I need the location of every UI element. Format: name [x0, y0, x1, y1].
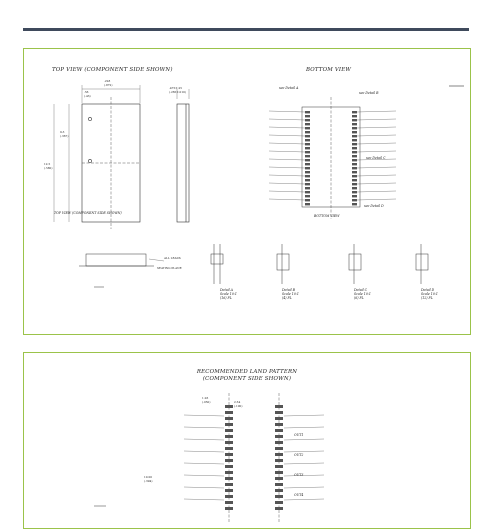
pin-right — [352, 167, 357, 169]
seating-plane-label: SEATING PLANE — [157, 266, 182, 270]
lp-leader-left — [184, 439, 224, 440]
lp-leader-left — [184, 499, 224, 500]
seating-plane-view — [79, 254, 164, 266]
land-pad-right — [275, 423, 283, 426]
lp-leader-left — [184, 487, 224, 488]
land-pad-left — [225, 489, 233, 492]
lp-dim-1-in: (.050) — [202, 400, 211, 404]
land-pad-left — [225, 447, 233, 450]
mechanical-drawing — [24, 49, 470, 334]
pin-right — [352, 191, 357, 193]
pin-right — [352, 135, 357, 137]
land-pad-right — [275, 477, 283, 480]
detail-c-scale: Scale 10:1 — [354, 292, 371, 296]
leader-right — [357, 151, 396, 152]
lp-dim-2-in: (.100) — [234, 404, 243, 408]
pin-left — [305, 127, 310, 129]
detail-a-scale: Scale 10:1 — [220, 292, 237, 296]
pin-right — [352, 115, 357, 117]
pin-left — [305, 179, 310, 181]
lp-leader-right — [284, 427, 324, 428]
leader-right — [357, 199, 396, 200]
pin-right — [352, 183, 357, 185]
land-pad-right — [275, 495, 283, 498]
pin-right — [352, 123, 357, 125]
pin-left — [305, 195, 310, 197]
top-view — [54, 85, 189, 229]
pin-right — [352, 155, 357, 157]
see-detail-c: see Detail C — [366, 156, 386, 160]
leader-right — [357, 119, 396, 120]
detail-c-drawing — [349, 244, 361, 284]
bottom-view-title: BOTTOM VIEW — [306, 67, 352, 73]
leader-left — [269, 159, 305, 160]
lp-dim-1: 1.26 — [202, 396, 209, 400]
out3-label: OUT3 — [294, 473, 304, 477]
lp-dim-3: 10.00 — [144, 475, 153, 479]
land-pad-left — [225, 501, 233, 504]
land-pad-right — [275, 507, 283, 510]
leader-left — [269, 183, 305, 184]
land-pad-right — [275, 441, 283, 444]
bottom-view-pins-left — [305, 111, 310, 205]
land-pad-right — [275, 471, 283, 474]
leader-left — [269, 111, 305, 112]
dimension-leaders-left — [269, 111, 305, 200]
pin-left — [305, 115, 310, 117]
pin-left — [305, 183, 310, 185]
land-pad-left — [225, 405, 233, 408]
land-pad-left — [225, 417, 233, 420]
leader-left — [269, 135, 305, 136]
leader-left — [269, 167, 305, 168]
leader-right — [357, 143, 396, 144]
lp-leader-left — [184, 427, 224, 428]
land-pad-left — [225, 507, 233, 510]
dim-height-in: (.265±.010) — [169, 90, 186, 94]
top-view-caption: TOP VIEW (COMPONENT SIDE SHOWN) — [54, 211, 122, 215]
detail-c-name: Detail C — [354, 288, 368, 292]
detail-a-drawing — [211, 244, 223, 284]
land-pad-left — [225, 459, 233, 462]
land-pad-right — [275, 465, 283, 468]
pin-left — [305, 175, 310, 177]
lp-leader-right — [284, 499, 324, 500]
pin-left — [305, 123, 310, 125]
pin-left — [305, 171, 310, 173]
pin-right — [352, 195, 357, 197]
land-pad-left — [225, 465, 233, 468]
pin-left — [305, 167, 310, 169]
lp-leader-right — [284, 415, 324, 416]
leader-left — [269, 151, 305, 152]
lp-leader-right — [284, 487, 324, 488]
land-pad-right — [275, 411, 283, 414]
land-pad-left — [225, 471, 233, 474]
land-pattern-leaders — [184, 415, 324, 500]
detail-c-count: (6) PL — [354, 296, 364, 300]
land-pad-right — [275, 429, 283, 432]
bottom-view-caption: BOTTOM VIEW — [314, 214, 340, 218]
dim-width: .228 — [104, 79, 111, 83]
pin-left — [305, 111, 310, 113]
detail-a-name: Detail A — [220, 288, 233, 292]
land-pad-left — [225, 429, 233, 432]
land-pad-left — [225, 423, 233, 426]
land-pad-right — [275, 447, 283, 450]
dim-length: 12.5 — [44, 162, 51, 166]
dim-pitch: .56 — [84, 90, 89, 94]
land-pattern-centerlines — [229, 393, 279, 523]
mechanical-drawing-panel — [23, 48, 471, 335]
dim-half-height: 9.3 — [60, 130, 65, 134]
pin-left — [305, 163, 310, 165]
pin-left — [305, 191, 310, 193]
leader-left — [269, 175, 305, 176]
pin-right — [352, 187, 357, 189]
pin-right — [352, 199, 357, 201]
detail-a-count: (16) PL — [220, 296, 232, 300]
detail-b-drawing — [277, 244, 289, 284]
pin-left — [305, 187, 310, 189]
lp-dim-3-in: (.394) — [144, 479, 153, 483]
pin-right — [352, 131, 357, 133]
leader-right — [357, 111, 396, 112]
detail-d-scale: Scale 10:1 — [421, 292, 438, 296]
land-pad-left — [225, 453, 233, 456]
lp-leader-right — [284, 439, 324, 440]
bottom-view-pins-right — [352, 111, 357, 205]
pin-left — [305, 135, 310, 137]
out1-label: OUT1 — [294, 433, 304, 437]
land-pad-right — [275, 435, 283, 438]
pin-right — [352, 175, 357, 177]
pin-right — [352, 119, 357, 121]
pin-left — [305, 143, 310, 145]
leader-right — [357, 127, 396, 128]
land-pad-left — [225, 441, 233, 444]
out2-label: OUT2 — [294, 453, 304, 457]
pin-left — [305, 119, 310, 121]
leader-left — [269, 199, 305, 200]
pin-right — [352, 151, 357, 153]
land-pad-right — [275, 483, 283, 486]
detail-d-drawing — [416, 244, 428, 284]
land-pad-right — [275, 453, 283, 456]
top-view-title: TOP VIEW (COMPONENT SIDE SHOWN) — [52, 67, 173, 73]
lp-leader-right — [284, 475, 324, 476]
lp-dim-2: 2.54 — [234, 400, 241, 404]
detail-b-name: Detail B — [282, 288, 296, 292]
dim-pitch-in: (.43) — [84, 94, 91, 98]
pin-right — [352, 143, 357, 145]
leader-right — [357, 175, 396, 176]
leader-left — [269, 143, 305, 144]
detail-d-name: Detail D — [421, 288, 435, 292]
dim-height: .475±.25 — [169, 86, 183, 90]
detail-d-count: (12) PL — [421, 296, 433, 300]
pin-left — [305, 139, 310, 141]
land-pad-right — [275, 459, 283, 462]
land-pad-left — [225, 477, 233, 480]
pin-left — [305, 131, 310, 133]
land-pad-left — [225, 435, 233, 438]
out4-label: OUT4 — [294, 493, 304, 497]
land-pattern-title: RECOMMENDED LAND PATTERN — [196, 369, 298, 375]
land-pattern-drawing — [24, 353, 470, 528]
pin-right — [352, 163, 357, 165]
dim-width-in: (.872) — [104, 83, 113, 87]
pin-left — [305, 151, 310, 153]
leader-right — [357, 167, 396, 168]
lp-leader-right — [284, 451, 324, 452]
see-detail-d: see Detail D — [364, 204, 384, 208]
pin-left — [305, 159, 310, 161]
lp-leader-left — [184, 475, 224, 476]
pin-right — [352, 139, 357, 141]
land-pattern-panel — [23, 352, 471, 529]
land-pad-right — [275, 489, 283, 492]
leader-right — [357, 183, 396, 184]
pin-left — [305, 199, 310, 201]
lp-leader-right — [284, 463, 324, 464]
land-pad-left — [225, 483, 233, 486]
land-pad-right — [275, 405, 283, 408]
lp-leader-left — [184, 451, 224, 452]
land-pattern-subtitle: (COMPONENT SIDE SHOWN) — [202, 376, 292, 382]
all-leads-label: ALL LEADS — [164, 256, 181, 260]
leader-right — [357, 135, 396, 136]
pin-right — [352, 127, 357, 129]
pin-left — [305, 147, 310, 149]
dim-half-height-in: (.367) — [60, 134, 69, 138]
dim-length-in: (.580) — [44, 166, 53, 170]
detail-b-count: (4) PL — [282, 296, 292, 300]
lp-leader-left — [184, 463, 224, 464]
pin-right — [352, 147, 357, 149]
pin-right — [352, 171, 357, 173]
pin-left — [305, 155, 310, 157]
see-detail-a: see Detail A — [279, 86, 299, 90]
see-detail-b: see Detail B — [359, 91, 379, 95]
land-pad-left — [225, 495, 233, 498]
land-pad-right — [275, 417, 283, 420]
lp-leader-left — [184, 415, 224, 416]
leader-left — [269, 191, 305, 192]
detail-b-scale: Scale 10:1 — [282, 292, 299, 296]
pin-right — [352, 179, 357, 181]
pin-left — [305, 203, 310, 205]
leader-left — [269, 127, 305, 128]
leader-right — [357, 191, 396, 192]
pin-right — [352, 159, 357, 161]
pin-right — [352, 203, 357, 205]
pin-right — [352, 111, 357, 113]
land-pad-left — [225, 411, 233, 414]
leader-left — [269, 119, 305, 120]
bottom-view — [302, 97, 360, 219]
header-rule — [23, 28, 469, 31]
land-pad-right — [275, 501, 283, 504]
